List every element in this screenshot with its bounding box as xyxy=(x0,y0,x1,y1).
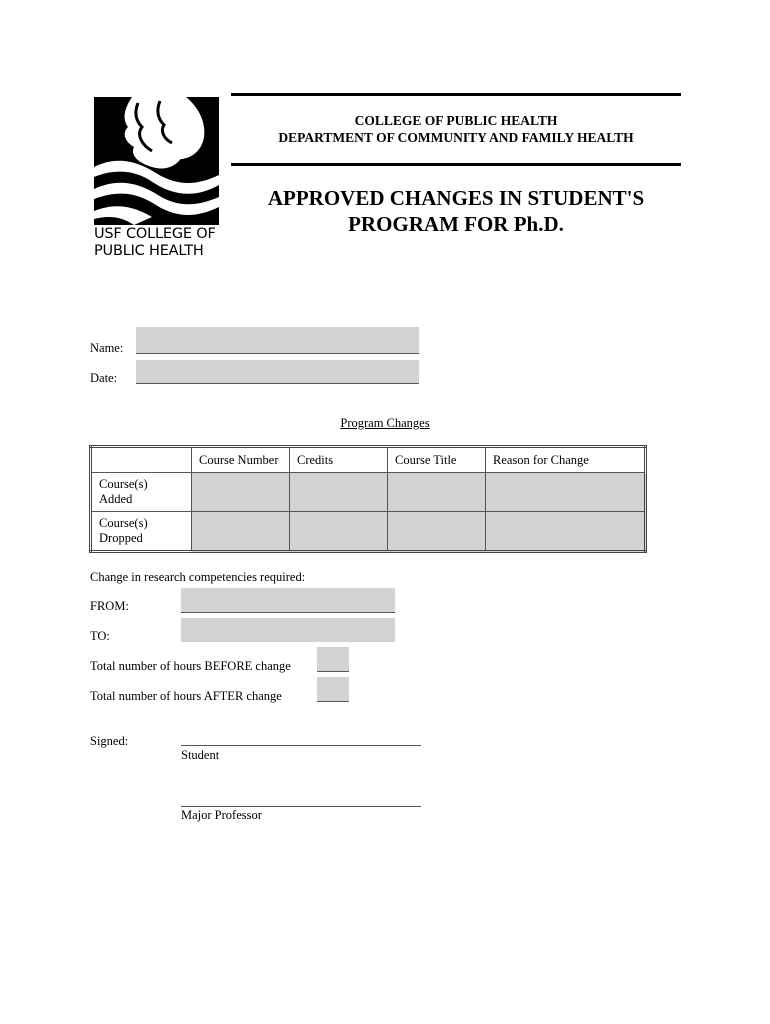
table-header-cell: Reason for Change xyxy=(486,447,646,473)
table-header-cell: Course Number xyxy=(192,447,290,473)
from-label: FROM: xyxy=(90,599,129,613)
name-field[interactable] xyxy=(136,327,419,354)
dropped-course-title-field[interactable] xyxy=(388,512,486,552)
usf-logo xyxy=(94,97,219,262)
header-rule-bottom xyxy=(231,163,681,166)
header-rule-top xyxy=(231,93,681,96)
to-field[interactable] xyxy=(181,618,395,642)
faces-waves-icon xyxy=(94,97,219,225)
page-title-line1: APPROVED CHANGES IN STUDENT'S xyxy=(267,186,645,210)
added-course-title-field[interactable] xyxy=(388,473,486,512)
program-changes-table xyxy=(89,445,647,553)
row-label xyxy=(91,512,192,552)
research-label: Change in research competencies required: xyxy=(90,570,306,584)
row-label-line2: Dropped xyxy=(99,531,143,545)
row-label-line1: Course(s) xyxy=(99,516,148,530)
table-header-cell: Course Title xyxy=(388,447,486,473)
student-label: Student xyxy=(181,748,220,762)
dropped-course-number-field[interactable] xyxy=(192,512,290,552)
college-name: COLLEGE OF PUBLIC HEALTH xyxy=(354,113,558,128)
row-label xyxy=(91,473,192,512)
signed-label: Signed: xyxy=(90,734,129,748)
hours-before-label: Total number of hours BEFORE change xyxy=(90,659,291,673)
dropped-credits-field[interactable] xyxy=(290,512,388,552)
date-label: Date: xyxy=(90,371,118,385)
logo-text-line1: USF COLLEGE OF xyxy=(94,226,216,242)
table-row xyxy=(91,473,646,512)
professor-label: Major Professor xyxy=(181,808,262,822)
table-header-cell xyxy=(91,447,192,473)
student-signature-line[interactable] xyxy=(181,730,421,746)
added-reason-field[interactable] xyxy=(486,473,646,512)
table-header-cell: Credits xyxy=(290,447,388,473)
row-label-line2: Added xyxy=(99,492,133,506)
table-header-row xyxy=(91,447,646,473)
professor-signature-line[interactable] xyxy=(181,791,421,807)
hours-after-field[interactable] xyxy=(317,677,349,702)
hours-before-field[interactable] xyxy=(317,647,349,672)
department-name: DEPARTMENT OF COMMUNITY AND FAMILY HEALTH xyxy=(278,130,634,145)
logo-artwork xyxy=(94,97,219,225)
row-label-line1: Course(s) xyxy=(99,477,148,491)
added-credits-field[interactable] xyxy=(290,473,388,512)
date-field[interactable] xyxy=(136,360,419,384)
table-row xyxy=(91,512,646,552)
name-label: Name: xyxy=(90,341,124,355)
added-course-number-field[interactable] xyxy=(192,473,290,512)
section-title: Program Changes xyxy=(340,416,430,430)
logo-text-line2: PUBLIC HEALTH xyxy=(94,243,204,259)
hours-after-label: Total number of hours AFTER change xyxy=(90,689,282,703)
page-title-line2: PROGRAM FOR Ph.D. xyxy=(348,212,564,236)
dropped-reason-field[interactable] xyxy=(486,512,646,552)
from-field[interactable] xyxy=(181,588,395,613)
to-label: TO: xyxy=(90,629,110,643)
